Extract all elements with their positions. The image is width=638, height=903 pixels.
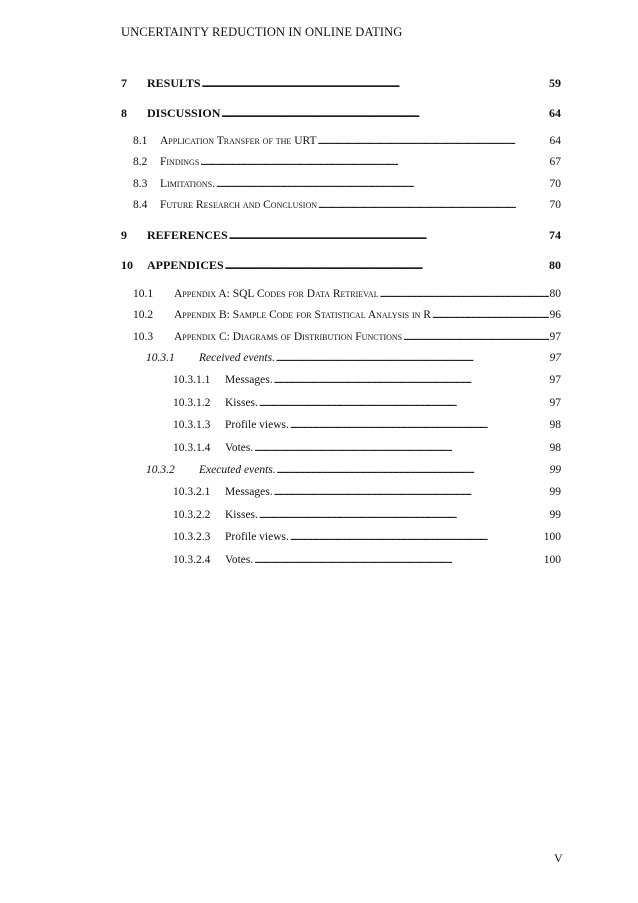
toc-entry-page: 97 bbox=[549, 352, 561, 364]
dot-leader bbox=[290, 418, 549, 432]
toc-entry-title: Messages. bbox=[225, 374, 273, 386]
toc-entry-number: 8 bbox=[121, 106, 127, 120]
dot-leader bbox=[403, 330, 548, 344]
toc-entry-item-10-3-1-4[interactable] bbox=[173, 441, 561, 455]
toc-entry-title: Appendix A: SQL Codes for Data Retrieval bbox=[174, 288, 379, 300]
toc-entry-number: 10.3.1 bbox=[146, 352, 175, 364]
toc-entry-page: 67 bbox=[549, 156, 561, 168]
toc-entry-number: 8.3 bbox=[133, 178, 148, 190]
toc-entry-section-10-1[interactable] bbox=[133, 287, 561, 301]
toc-entry-page: 59 bbox=[549, 76, 561, 90]
dot-leader bbox=[274, 373, 549, 387]
toc-entry-title: Profile views. bbox=[225, 531, 289, 543]
toc-entry-item-10-3-1-2[interactable] bbox=[173, 396, 561, 410]
toc-entry-page: 96 bbox=[549, 309, 561, 321]
toc-entry-chapter-10[interactable] bbox=[121, 258, 561, 272]
dot-leader bbox=[216, 177, 548, 191]
toc-entry-number: 7 bbox=[121, 76, 127, 90]
toc-entry-page: 70 bbox=[549, 178, 561, 190]
toc-entry-page: 70 bbox=[549, 199, 561, 211]
toc-entry-page: 99 bbox=[549, 464, 561, 476]
toc-entry-number: 10.3.1.1 bbox=[173, 374, 211, 386]
toc-entry-number: 10.3.2.3 bbox=[173, 531, 211, 543]
dot-leader bbox=[276, 351, 549, 365]
toc-entry-subsection-10-3-1[interactable] bbox=[146, 351, 561, 365]
toc-entry-number: 10.2 bbox=[133, 309, 154, 321]
toc-entry-number: 8.1 bbox=[133, 135, 148, 147]
toc-entry-item-10-3-2-2[interactable] bbox=[173, 508, 561, 522]
toc-entry-title: Executed events. bbox=[199, 464, 276, 476]
toc-entry-title: Findings bbox=[160, 156, 200, 168]
toc-entry-chapter-8[interactable] bbox=[121, 106, 561, 120]
toc-entry-section-8-4[interactable] bbox=[133, 198, 561, 212]
toc-entry-number: 10.3.2.1 bbox=[173, 486, 211, 498]
toc-entry-item-10-3-2-3[interactable] bbox=[173, 530, 561, 544]
toc-entry-section-8-2[interactable] bbox=[133, 155, 561, 169]
toc-entry-section-10-3[interactable] bbox=[133, 330, 561, 344]
dot-leader bbox=[221, 107, 548, 121]
toc-entry-page: 100 bbox=[543, 554, 561, 566]
dot-leader bbox=[432, 308, 549, 322]
toc-entry-page: 100 bbox=[543, 531, 561, 543]
toc-entry-item-10-3-2-4[interactable] bbox=[173, 553, 561, 567]
toc-entry-page: 64 bbox=[549, 106, 561, 120]
toc-entry-number: 10.3.2 bbox=[146, 464, 175, 476]
toc-entry-page: 80 bbox=[549, 258, 561, 272]
toc-entry-number: 10.1 bbox=[133, 288, 154, 300]
toc-entry-number: 9 bbox=[121, 228, 127, 242]
dot-leader bbox=[229, 229, 548, 243]
toc-entry-title: Votes. bbox=[225, 554, 254, 566]
toc-entry-number: 10.3 bbox=[133, 331, 154, 343]
toc-entry-number: 10.3.1.2 bbox=[173, 397, 211, 409]
toc-entry-page: 80 bbox=[549, 288, 561, 300]
toc-entry-title: Kisses. bbox=[225, 509, 258, 521]
dot-leader bbox=[202, 77, 548, 91]
toc-entry-item-10-3-1-1[interactable] bbox=[173, 373, 561, 387]
dot-leader bbox=[318, 198, 548, 212]
toc-entry-page: 97 bbox=[549, 331, 561, 343]
toc-entry-title: Votes. bbox=[225, 442, 254, 454]
toc-entry-title: Received events. bbox=[199, 352, 275, 364]
toc-entry-number: 10 bbox=[121, 258, 133, 272]
dot-leader bbox=[259, 508, 549, 522]
toc-entry-title: Messages. bbox=[225, 486, 273, 498]
toc-entry-title: Limitations. bbox=[160, 178, 216, 190]
dot-leader bbox=[254, 553, 543, 567]
toc-entry-page: 98 bbox=[549, 419, 561, 431]
toc-entry-number: 10.3.2.2 bbox=[173, 509, 211, 521]
toc-entry-page: 99 bbox=[549, 509, 561, 521]
toc-entry-title: Appendix C: Diagrams of Distribution Functions bbox=[174, 331, 403, 343]
dot-leader bbox=[277, 463, 549, 477]
toc-entry-page: 97 bbox=[549, 397, 561, 409]
dot-leader bbox=[225, 259, 548, 273]
toc-entry-title: RESULTS bbox=[147, 76, 201, 90]
toc-entry-section-10-2[interactable] bbox=[133, 308, 561, 322]
toc-entry-page: 97 bbox=[549, 374, 561, 386]
toc-entry-page: 99 bbox=[549, 486, 561, 498]
dot-leader bbox=[290, 530, 543, 544]
toc-entry-number: 8.2 bbox=[133, 156, 148, 168]
toc-entry-page: 98 bbox=[549, 442, 561, 454]
toc-entry-chapter-7[interactable] bbox=[121, 76, 561, 90]
dot-leader bbox=[200, 155, 548, 169]
toc-entry-subsection-10-3-2[interactable] bbox=[146, 463, 561, 477]
dot-leader bbox=[274, 485, 549, 499]
toc-entry-page: 74 bbox=[549, 228, 561, 242]
dot-leader bbox=[254, 441, 548, 455]
toc-entry-title: REFERENCES bbox=[147, 228, 228, 242]
toc-entry-number: 8.4 bbox=[133, 199, 148, 211]
toc-entry-title: Kisses. bbox=[225, 397, 258, 409]
toc-entry-section-8-3[interactable] bbox=[133, 177, 561, 191]
toc-entry-number: 10.3.2.4 bbox=[173, 554, 211, 566]
toc-entry-title: Appendix B: Sample Code for Statistical Analysis in R bbox=[174, 309, 431, 321]
toc-entry-item-10-3-1-3[interactable] bbox=[173, 418, 561, 432]
toc-entry-item-10-3-2-1[interactable] bbox=[173, 485, 561, 499]
toc-entry-chapter-9[interactable] bbox=[121, 228, 561, 242]
toc-entry-title: Future Research and Conclusion bbox=[160, 199, 318, 211]
toc-entry-page: 64 bbox=[549, 135, 561, 147]
toc-entry-title: DISCUSSION bbox=[147, 106, 221, 120]
toc-entry-title: Application Transfer of the URT bbox=[160, 135, 317, 147]
toc-entry-title: Profile views. bbox=[225, 419, 289, 431]
toc-entry-number: 10.3.1.3 bbox=[173, 419, 211, 431]
toc-entry-section-8-1[interactable] bbox=[133, 134, 561, 148]
toc-entry-title: APPENDICES bbox=[147, 258, 224, 272]
running-header: UNCERTAINTY REDUCTION IN ONLINE DATING bbox=[121, 25, 403, 39]
dot-leader bbox=[318, 134, 549, 148]
page-number: V bbox=[554, 851, 563, 865]
dot-leader bbox=[259, 396, 549, 410]
toc-entry-number: 10.3.1.4 bbox=[173, 442, 211, 454]
dot-leader bbox=[380, 287, 549, 301]
